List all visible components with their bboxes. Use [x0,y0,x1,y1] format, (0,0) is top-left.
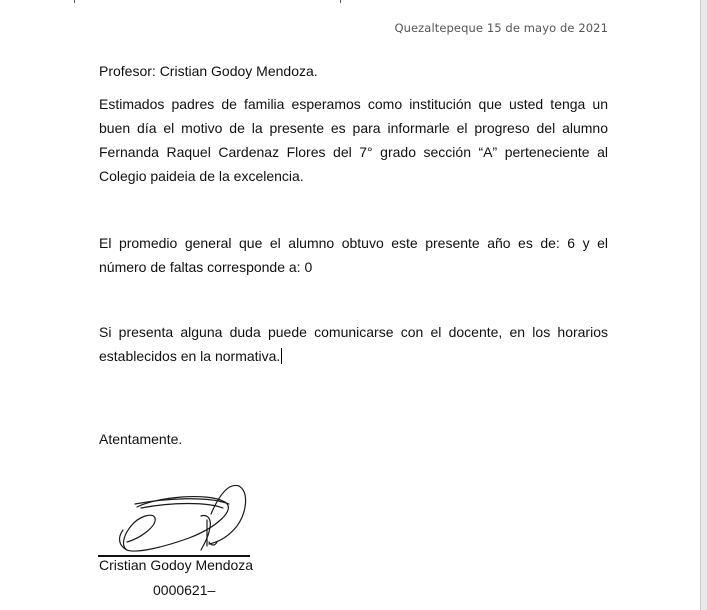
handwritten-signature [97,480,253,560]
ruler-tick [340,0,341,3]
ruler-remnant [0,0,700,3]
text-cursor [281,348,282,364]
date-line: Quezaltepeque 15 de mayo de 2021 [394,21,608,35]
closing: Atentamente. [99,431,183,447]
grades-paragraph: El promedio general que el alumno obtuvo este presente año es de: 6 y el número de faltas corresponde a: 0 [99,235,608,275]
contact-text: Si presenta alguna duda puede comunicarse con el docente, en los horarios establecidos en la normativa. [99,324,608,364]
intro-paragraph: Estimados padres de familia esperamos como institución que usted tenga un buen día el motivo de la presente es para informarle el progreso del alumno Fernanda Raquel Cardenaz Flores del 7° grado sección “A” perteneciente al Colegio paideia de la excelencia. [99,96,608,184]
ruler-tick [74,0,75,3]
signature-code: 0000621– [153,582,216,598]
salutation: Profesor: Cristian Godoy Mendoza. [99,63,318,79]
contact-paragraph [99,320,608,368]
signature-name: Cristian Godoy Mendoza [99,557,254,573]
